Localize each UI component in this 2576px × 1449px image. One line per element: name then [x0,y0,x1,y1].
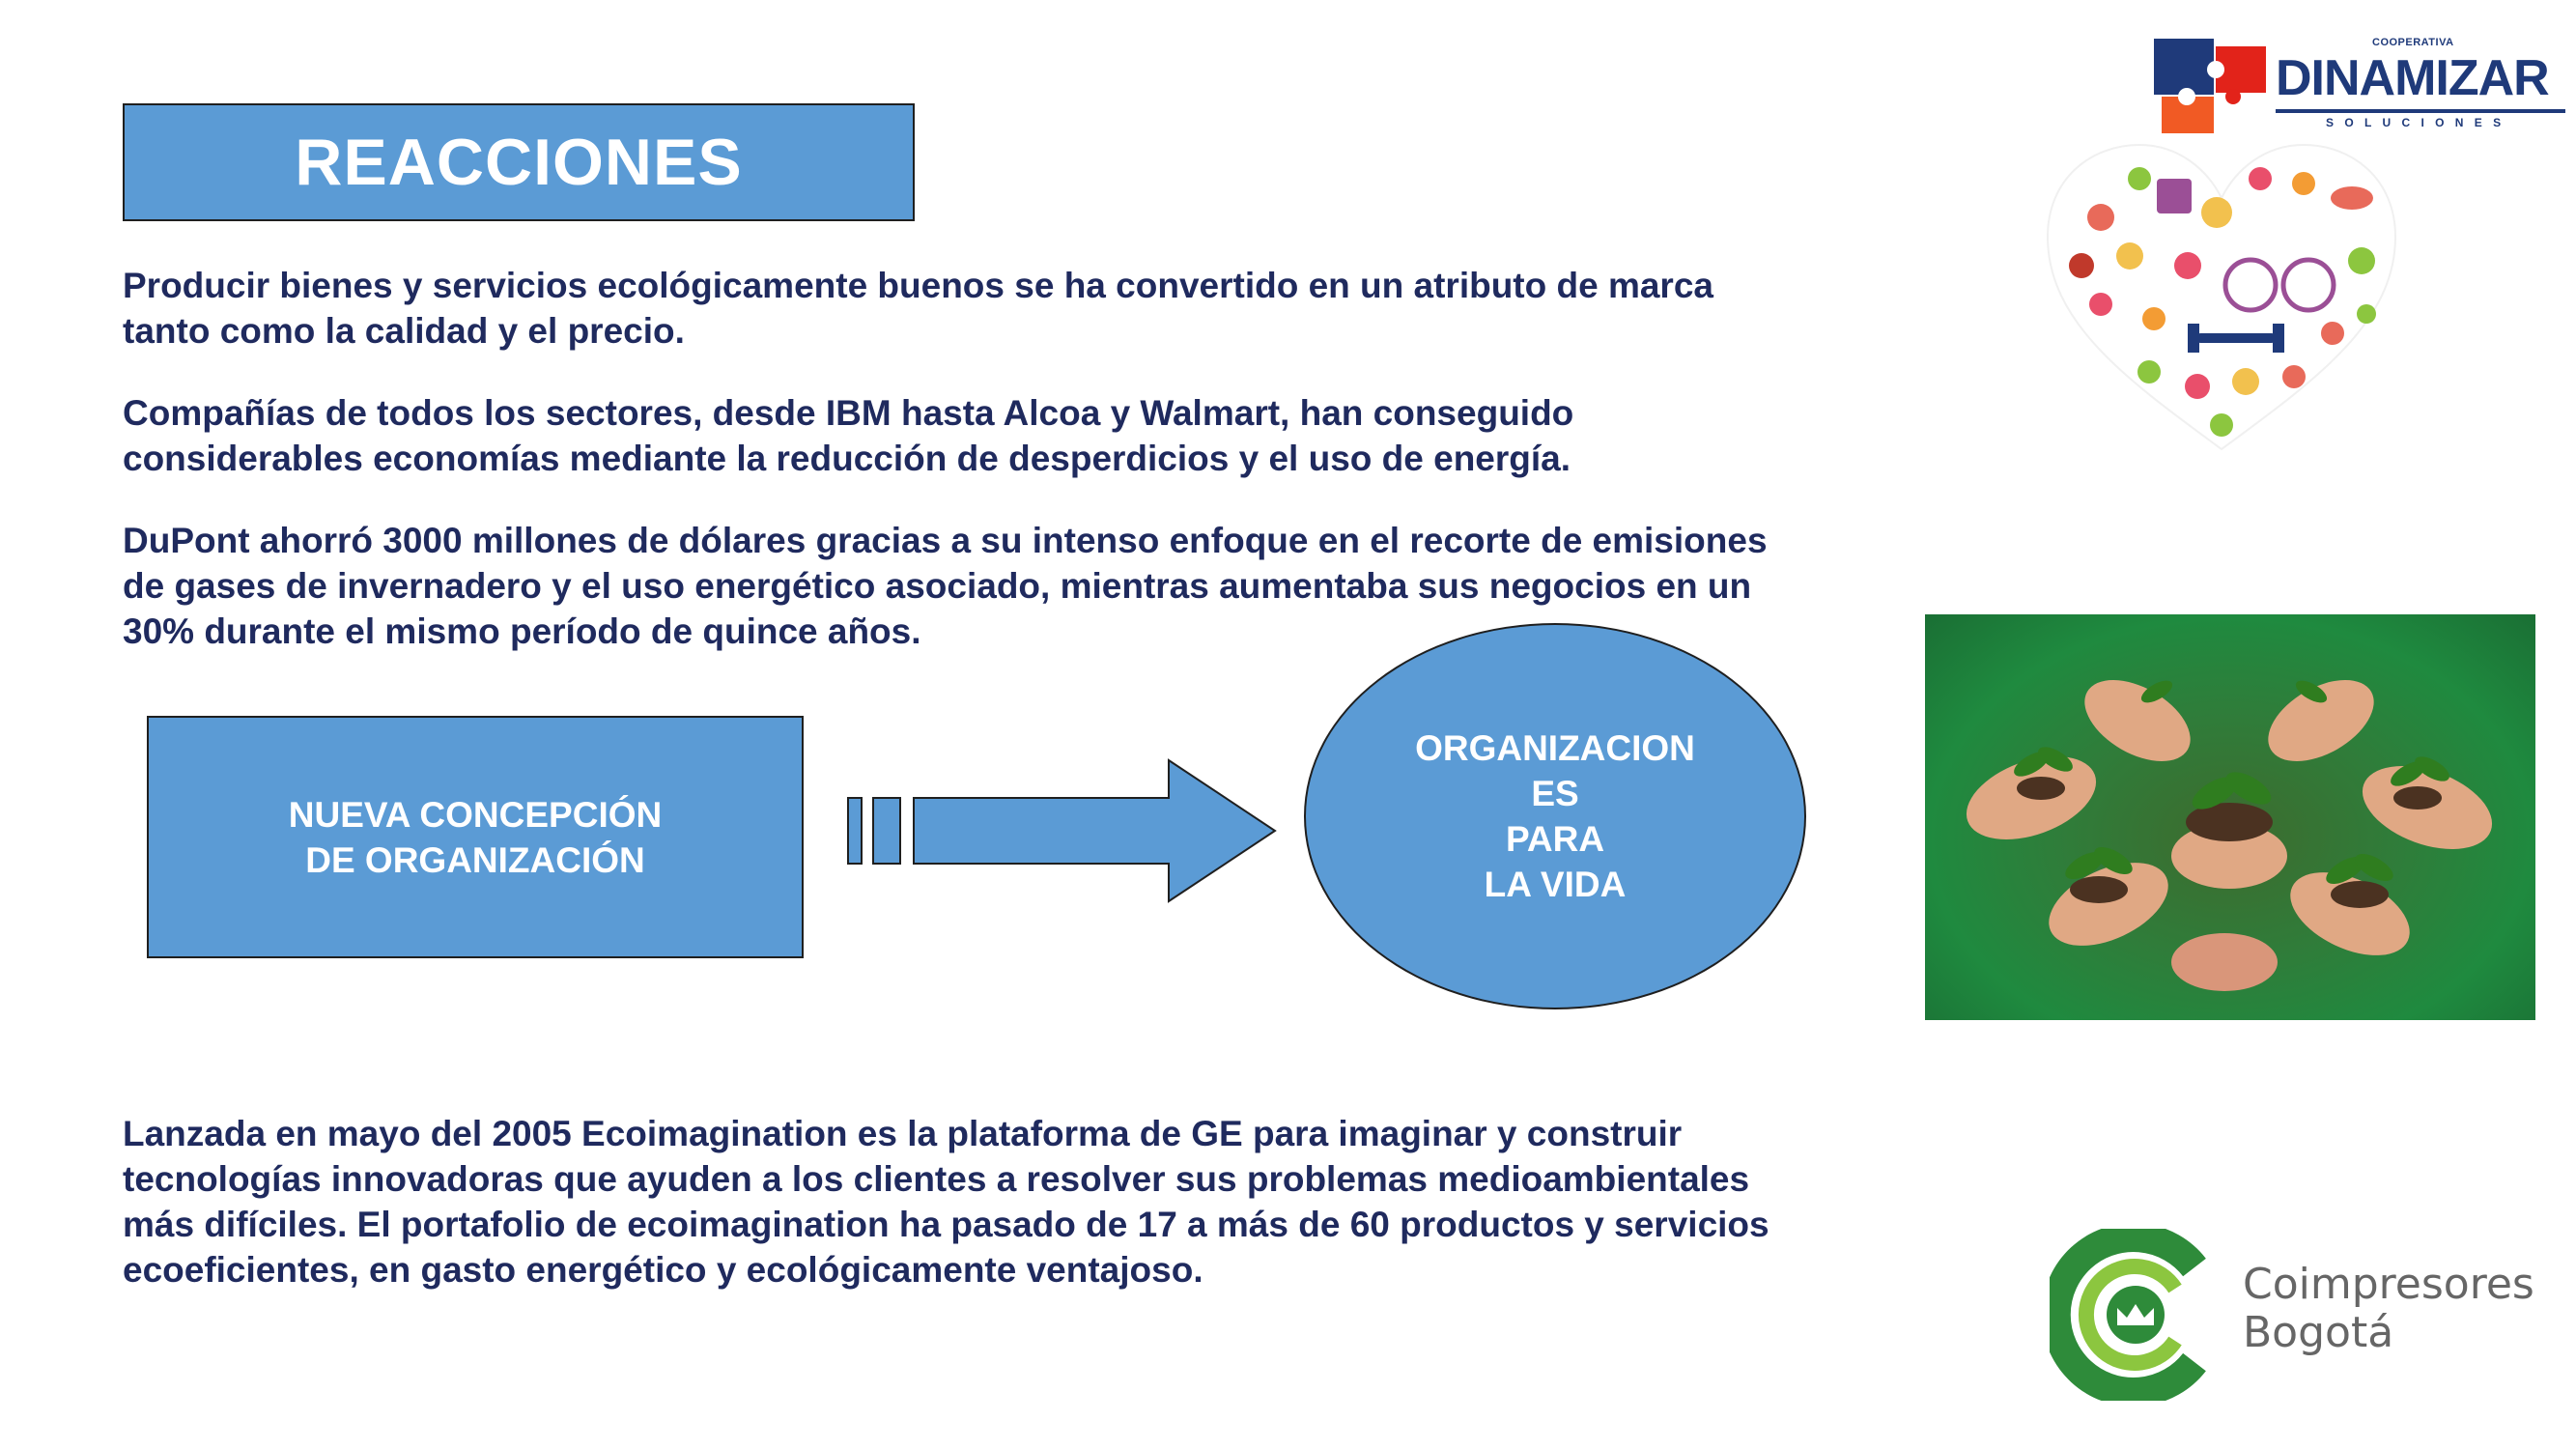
paragraph-line: Producir bienes y servicios ecológicamente buenos se ha convertido en un atributo de marca [123,266,1713,305]
seedlings-illustration [1925,614,2535,1020]
new-concept-line: NUEVA CONCEPCIÓN [288,794,663,835]
ellipse-line: ES [1531,774,1579,813]
dinamizar-name: DINAMIZAR [2276,50,2549,106]
paragraph-line: Compañías de todos los sectores, desde IBM hasta Alcoa y Walmart, han conseguido [123,393,1574,433]
paragraph-line: considerables economías mediante la reducción de desperdicios y el uso de energía. [123,439,1571,478]
dinamizar-sub: S O L U C I O N E S [2326,116,2505,129]
paragraph-line: de gases de invernadero y el uso energético asociado, mientras aumentaba sus negocios en un [123,566,1752,606]
paragraph-line: 30% durante el mismo período de quince años. [123,611,921,651]
coimpresores-city: Bogotá [2243,1308,2394,1357]
paragraph-line: tanto como la calidad y el precio. [123,311,685,351]
slide-title [123,103,915,221]
striped-arrow-icon [845,758,1280,903]
ellipse-line: ORGANIZACION [1415,728,1695,768]
paragraph-line: tecnologías innovadoras que ayuden a los clientes a resolver sus problemas medioambientales [123,1159,1750,1199]
coimpresores-name: Coimpresores [2243,1260,2534,1309]
dinamizar-small-text: COOPERATIVA [2372,37,2454,48]
ellipse-line: LA VIDA [1484,865,1627,904]
dinamizar-underline [2276,109,2565,113]
healthy-lifestyle-heart-image [2043,140,2400,459]
new-concept-line: DE ORGANIZACIÓN [305,839,645,880]
paragraph-line: ecoeficientes, en gasto energético y ecológicamente ventajoso. [123,1250,1203,1290]
new-concept-box [147,716,804,958]
paragraph-line: más difíciles. El portafolio de ecoimagination ha pasado de 17 a más de 60 productos y servicios [123,1205,1769,1244]
coimpresores-logo-icon [2050,1229,2222,1401]
hands-with-seedlings-photo [1925,614,2535,1020]
paragraph-line: DuPont ahorró 3000 millones de dólares gracias a su intenso enfoque en el recorte de emisiones [123,521,1768,560]
dinamizar-logo [2152,37,2567,135]
paragraph-brand-attribute [123,263,1852,354]
organization-for-life-ellipse [1304,623,1806,1009]
slide-title-text: REACCIONES [295,126,743,199]
paragraph-ecoimagination [123,1111,1852,1293]
ellipse-line: PARA [1505,819,1605,859]
paragraph-companies [123,390,1852,481]
paragraph-line: Lanzada en mayo del 2005 Ecoimagination es la plataforma de GE para imaginar y construir [123,1114,1683,1153]
puzzle-logo-icon [2152,37,2268,135]
